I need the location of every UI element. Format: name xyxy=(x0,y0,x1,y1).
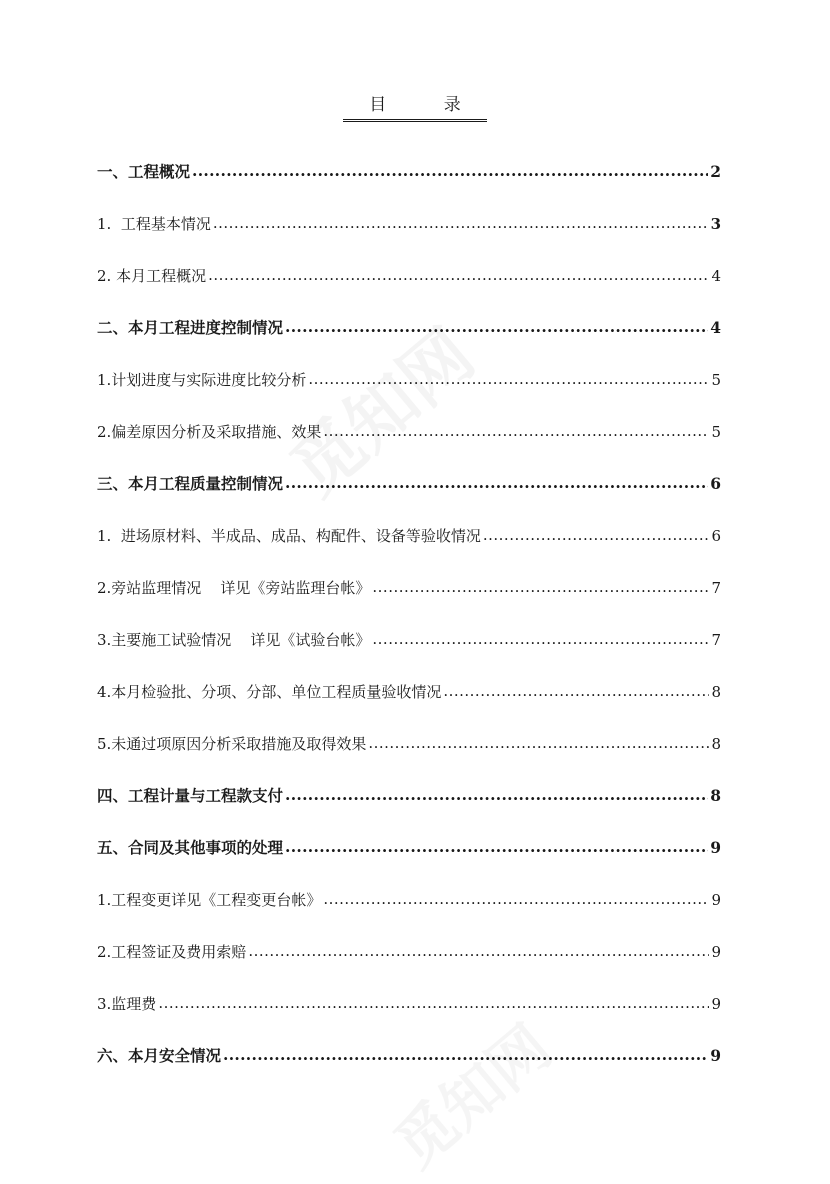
toc-entry[interactable] xyxy=(97,250,721,302)
toc-entry[interactable] xyxy=(97,770,721,822)
toc-entry[interactable] xyxy=(97,562,721,614)
toc-leader-dots xyxy=(323,888,709,910)
toc-leader-dots xyxy=(208,264,709,286)
toc-leader-dots xyxy=(443,680,709,702)
toc-entry-label: 2.工程签证及费用索赔 xyxy=(97,943,247,961)
toc-entry-label: 1.计划进度与实际进度比较分析 xyxy=(97,371,307,389)
toc-entry[interactable] xyxy=(97,458,721,510)
toc-leader-dots xyxy=(285,836,708,858)
toc-entry-label: 二、本月工程进度控制情况 xyxy=(97,318,284,337)
toc-entry[interactable] xyxy=(97,666,721,718)
toc-entry-label: 2.偏差原因分析及采取措施、效果 xyxy=(97,423,322,441)
toc-entry-page: 7 xyxy=(711,579,721,597)
toc-leader-dots xyxy=(323,420,709,442)
toc-entry-label: 2. 本月工程概况 xyxy=(97,267,207,285)
toc-entry[interactable] xyxy=(97,1030,721,1082)
toc-entry[interactable] xyxy=(97,510,721,562)
toc-entry-page: 9 xyxy=(710,838,721,857)
toc-entry[interactable] xyxy=(97,822,721,874)
toc-leader-dots xyxy=(248,940,709,962)
toc-leader-dots xyxy=(223,1044,708,1066)
toc-leader-dots xyxy=(285,784,708,806)
toc-entry-label: 1. 工程基本情况 xyxy=(97,215,211,233)
toc-entry-page: 6 xyxy=(710,474,721,493)
toc-leader-dots xyxy=(483,524,709,546)
toc-entry-page: 8 xyxy=(711,683,721,701)
toc-leader-dots xyxy=(372,628,709,650)
toc-leader-dots xyxy=(213,212,709,234)
toc-entry[interactable] xyxy=(97,146,721,198)
toc-leader-dots xyxy=(192,160,708,182)
toc-entry-page: 4 xyxy=(710,318,721,337)
toc-entry-page: 8 xyxy=(711,735,721,753)
toc-entry-page: 9 xyxy=(711,943,721,961)
toc-entry-label: 六、本月安全情况 xyxy=(97,1046,222,1065)
toc-entry-label: 3.监理费 xyxy=(97,995,157,1013)
toc-entry[interactable] xyxy=(97,874,721,926)
toc-entry-page: 3 xyxy=(710,215,721,233)
table-of-contents xyxy=(97,146,721,1082)
toc-leader-dots xyxy=(308,368,709,390)
toc-leader-dots xyxy=(158,992,709,1014)
toc-entry-page: 9 xyxy=(711,995,721,1013)
toc-entry-label: 五、合同及其他事项的处理 xyxy=(97,838,284,857)
toc-leader-dots xyxy=(285,316,708,338)
toc-entry-page: 9 xyxy=(711,891,721,909)
toc-entry-label: 1. 进场原材料、半成品、成品、构配件、设备等验收情况 xyxy=(97,527,481,545)
toc-entry-page: 7 xyxy=(711,631,721,649)
toc-entry[interactable] xyxy=(97,718,721,770)
toc-entry-page: 5 xyxy=(711,423,721,441)
toc-entry[interactable] xyxy=(97,354,721,406)
toc-entry[interactable] xyxy=(97,978,721,1030)
toc-leader-dots xyxy=(372,576,709,598)
toc-entry[interactable] xyxy=(97,926,721,978)
toc-title-text: 目 录 xyxy=(343,94,486,122)
toc-entry[interactable] xyxy=(97,406,721,458)
toc-entry-label: 3.主要施工试验情况 详见《试验台帐》 xyxy=(97,631,371,649)
toc-entry-page: 8 xyxy=(710,786,721,805)
toc-entry[interactable] xyxy=(97,302,721,354)
toc-entry-label: 4.本月检验批、分项、分部、单位工程质量验收情况 xyxy=(97,683,442,701)
toc-entry[interactable] xyxy=(97,614,721,666)
toc-entry-label: 一、工程概况 xyxy=(97,162,191,181)
toc-entry-page: 9 xyxy=(710,1046,721,1065)
toc-entry-label: 四、工程计量与工程款支付 xyxy=(97,786,284,805)
toc-title xyxy=(0,94,830,122)
toc-leader-dots xyxy=(285,472,708,494)
toc-entry-page: 4 xyxy=(711,267,721,285)
toc-entry-label: 5.未通过项原因分析采取措施及取得效果 xyxy=(97,735,367,753)
toc-leader-dots xyxy=(368,732,709,754)
toc-entry-label: 1.工程变更详见《工程变更台帐》 xyxy=(97,891,322,909)
toc-entry-label: 2.旁站监理情况 详见《旁站监理台帐》 xyxy=(97,579,371,597)
toc-entry-label: 三、本月工程质量控制情况 xyxy=(97,474,284,493)
toc-entry-page: 5 xyxy=(711,371,721,389)
toc-entry-page: 2 xyxy=(710,162,721,181)
toc-entry-page: 6 xyxy=(711,527,721,545)
toc-entry[interactable] xyxy=(97,198,721,250)
